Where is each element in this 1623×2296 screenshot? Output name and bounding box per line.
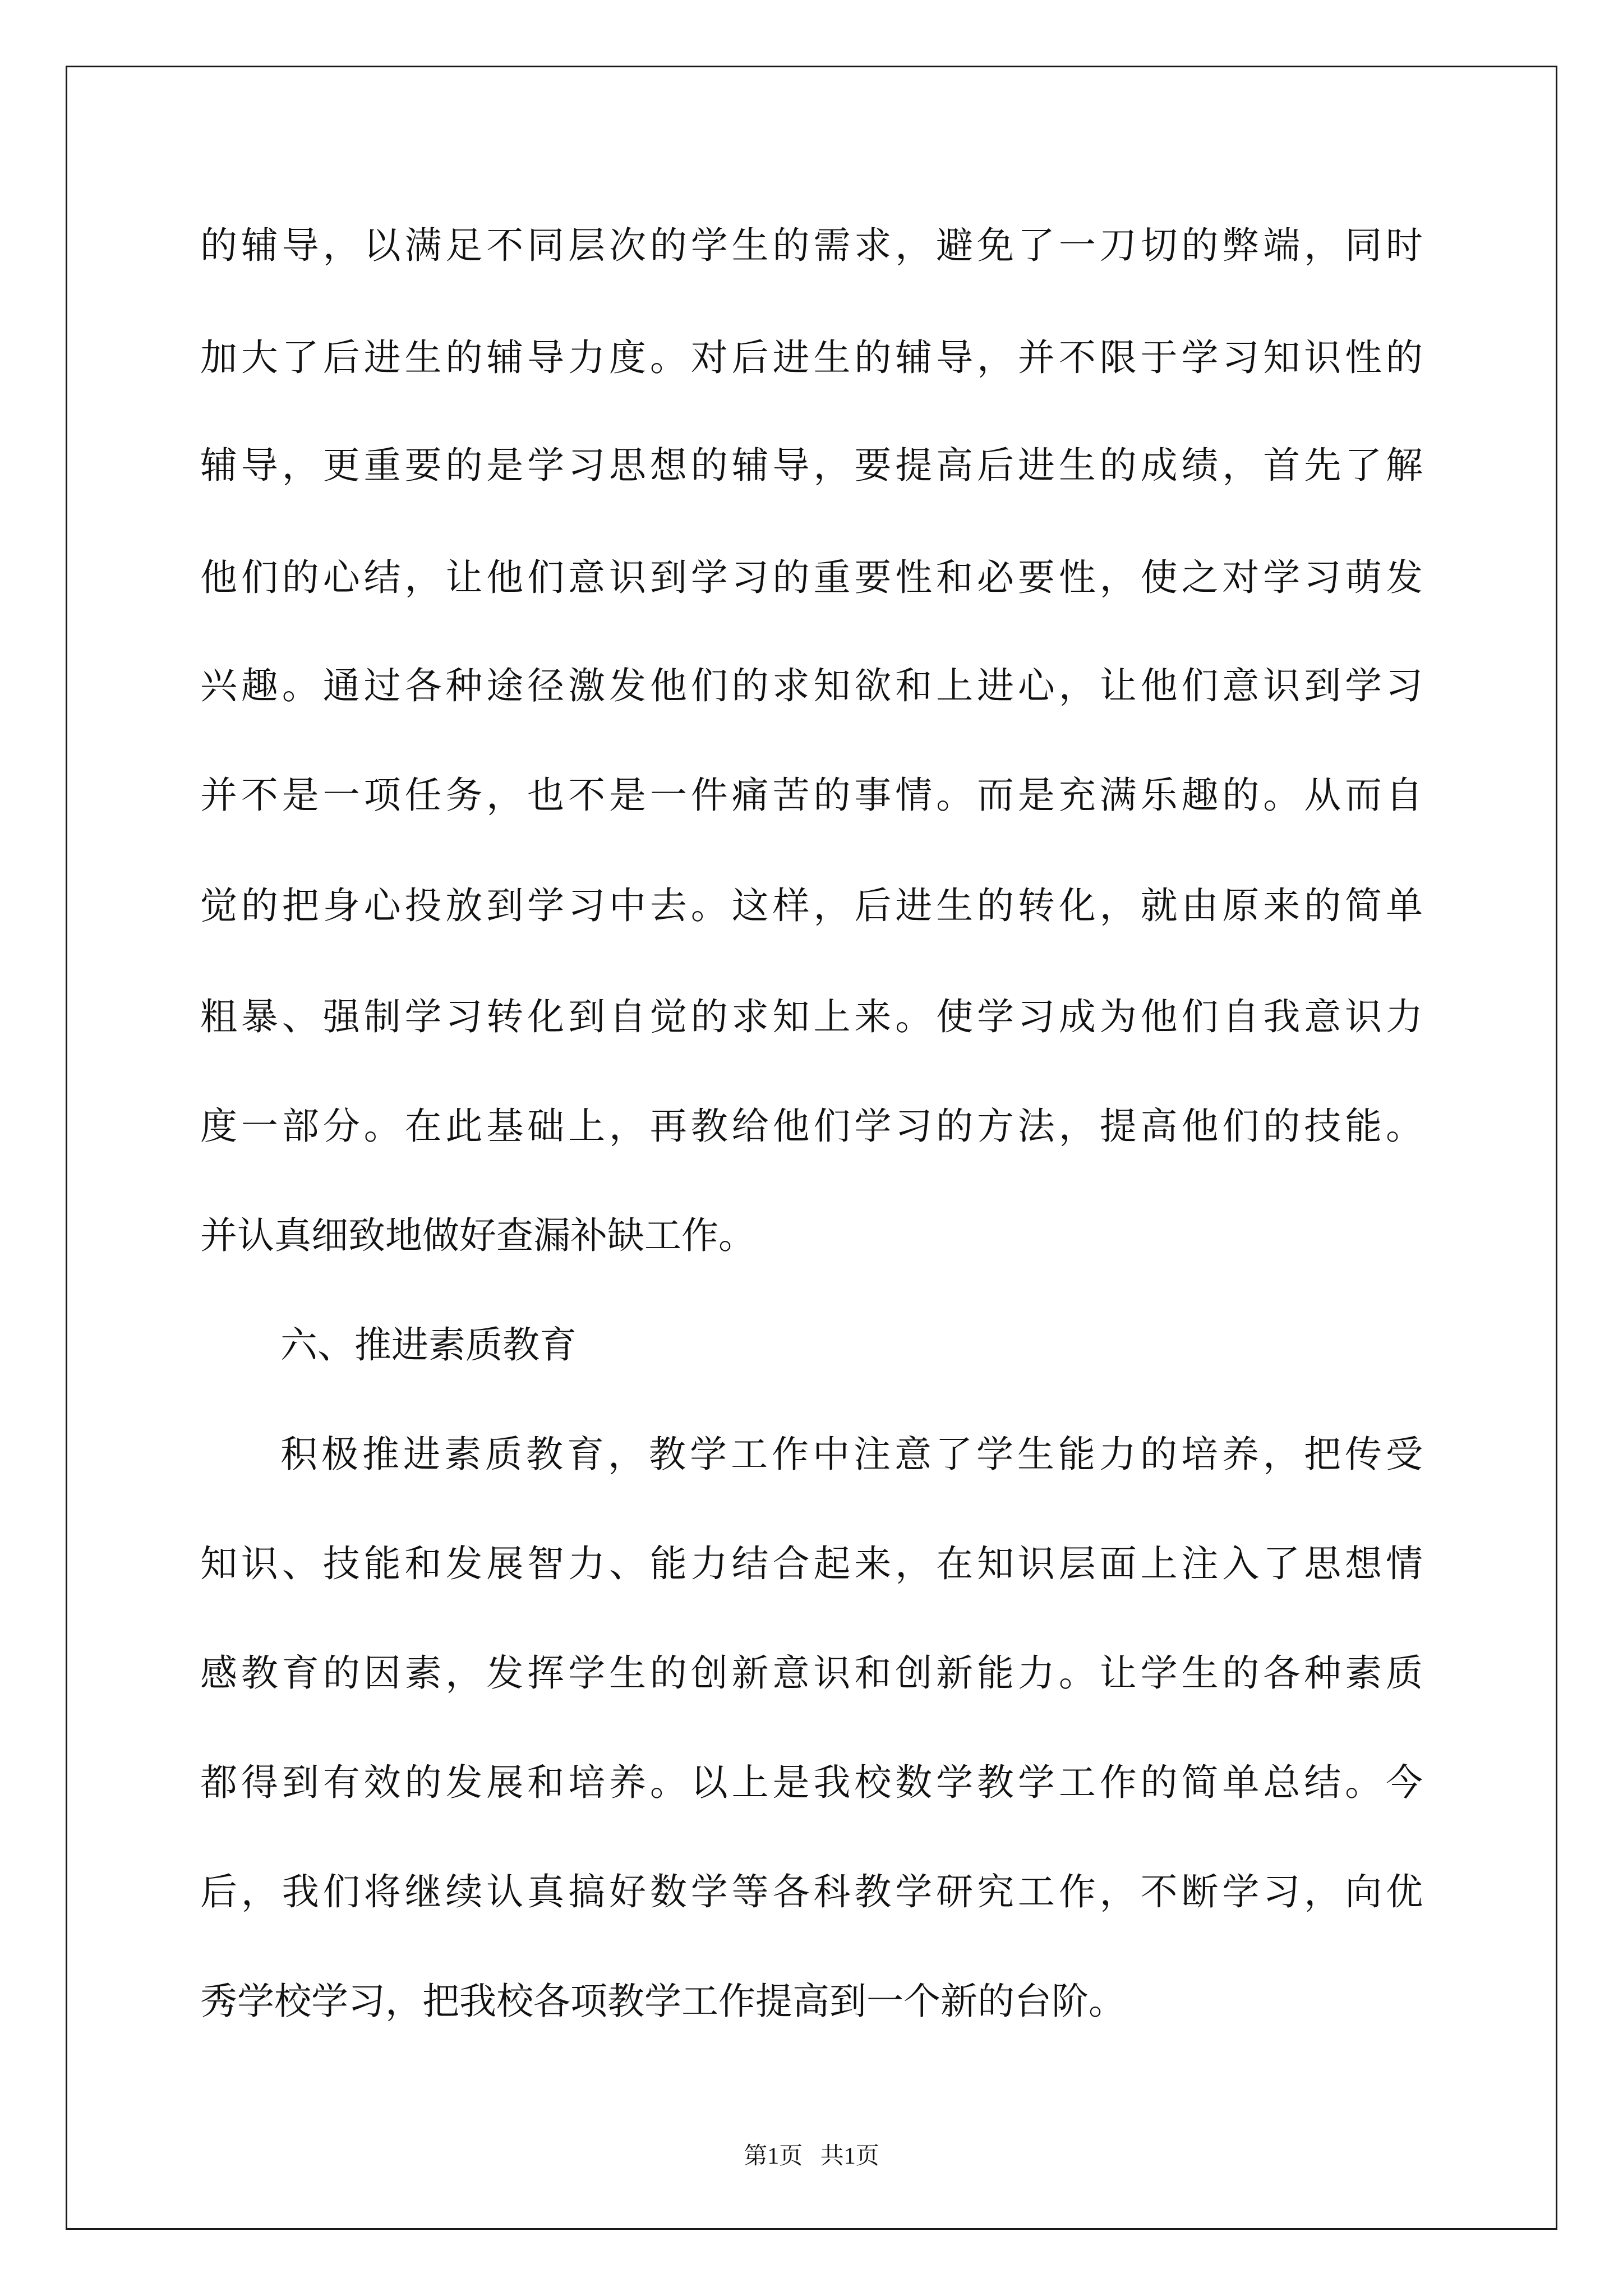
paragraph-1-line-1: 的辅导，以满足不同层次的学生的需求，避免了一刀切的弊端，同时 bbox=[200, 224, 1423, 267]
paragraph-1-line-2: 加大了后进生的辅导力度。对后进生的辅导，并不限于学习知识性的 bbox=[200, 336, 1423, 379]
paragraph-1-line-10: 并认真细致地做好查漏补缺工作。 bbox=[200, 1214, 755, 1257]
paragraph-1-line-5: 兴趣。通过各种途径激发他们的求知欲和上进心，让他们意识到学习 bbox=[200, 664, 1423, 707]
paragraph-2-line-5: 后，我们将继续认真搞好数学等各科教学研究工作，不断学习，向优 bbox=[200, 1870, 1423, 1913]
paragraph-1-line-3: 辅导，更重要的是学习思想的辅导，要提高后进生的成绩，首先了解 bbox=[200, 444, 1423, 487]
page-number-footer: 第1页 共1页 bbox=[744, 2143, 879, 2169]
paragraph-1-line-7: 觉的把身心投放到学习中去。这样，后进生的转化，就由原来的简单 bbox=[200, 884, 1423, 927]
paragraph-2-line-4: 都得到有效的发展和培养。以上是我校数学教学工作的简单总结。今 bbox=[200, 1761, 1423, 1804]
paragraph-2-line-1: 积极推进素质教育，教学工作中注意了学生能力的培养，把传受 bbox=[280, 1433, 1423, 1476]
paragraph-2-line-6: 秀学校学习，把我校各项教学工作提高到一个新的台阶。 bbox=[200, 1980, 1126, 2023]
section-heading: 六、推进素质教育 bbox=[280, 1323, 577, 1366]
paragraph-2-line-2: 知识、技能和发展智力、能力结合起来，在知识层面上注入了思想情 bbox=[200, 1542, 1423, 1585]
paragraph-1-line-4: 他们的心结，让他们意识到学习的重要性和必要性，使之对学习萌发 bbox=[200, 556, 1423, 599]
paragraph-1-line-8: 粗暴、强制学习转化到自觉的求知上来。使学习成为他们自我意识力 bbox=[200, 995, 1423, 1038]
paragraph-1-line-9: 度一部分。在此基础上，再教给他们学习的方法，提高他们的技能。 bbox=[200, 1105, 1423, 1148]
paragraph-1-line-6: 并不是一项任务，也不是一件痛苦的事情。而是充满乐趣的。从而自 bbox=[200, 774, 1423, 817]
paragraph-2-line-3: 感教育的因素，发挥学生的创新意识和创新能力。让学生的各种素质 bbox=[200, 1651, 1423, 1695]
